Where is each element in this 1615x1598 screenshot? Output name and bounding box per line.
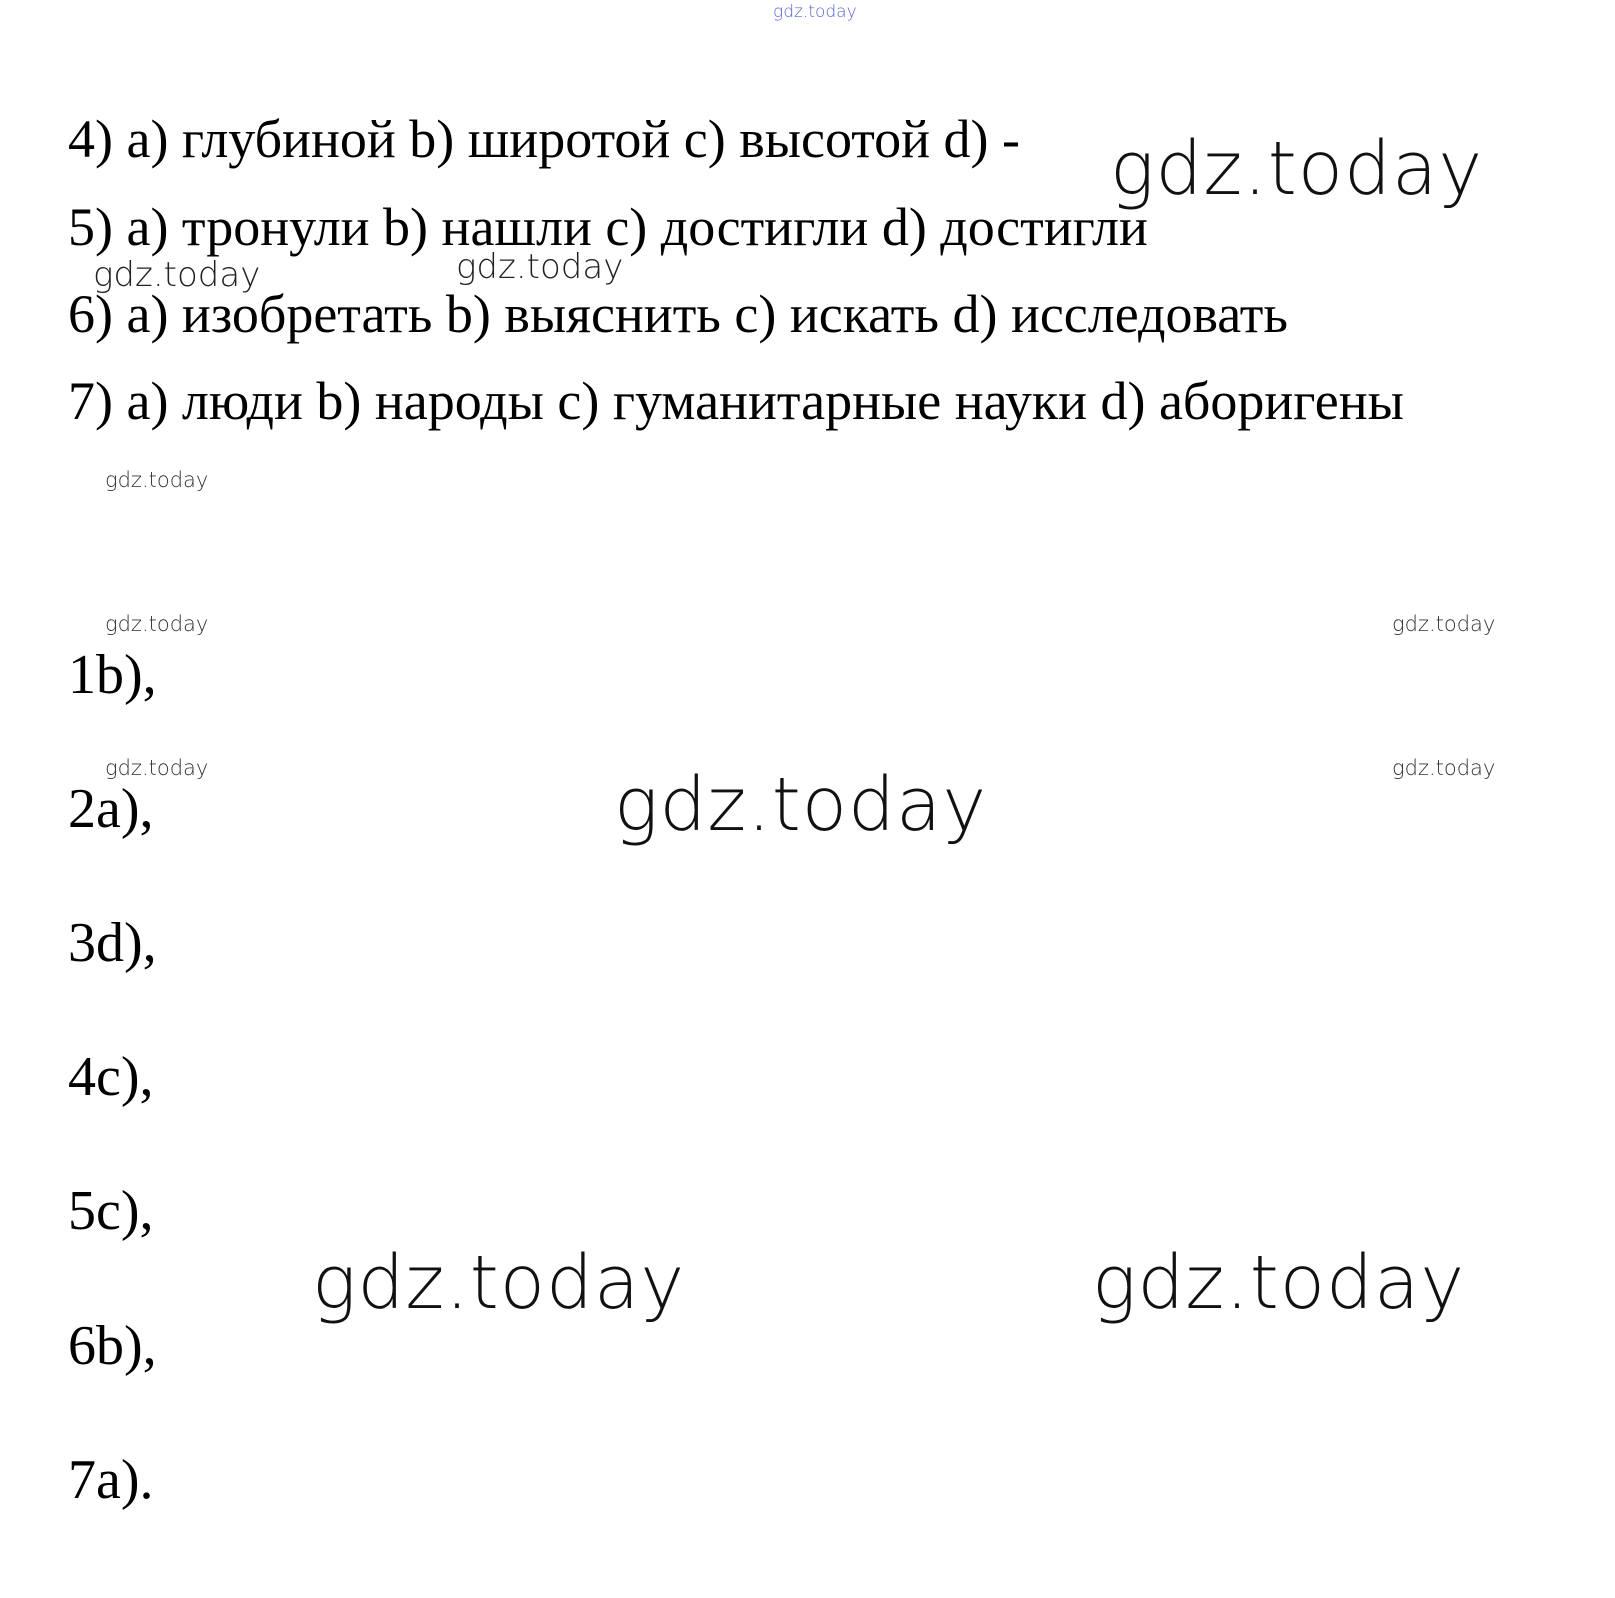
watermark-large-3: gdz.today xyxy=(312,1240,686,1326)
watermark-small-4: gdz.today xyxy=(105,756,209,780)
answer-6: 6b), xyxy=(68,1315,157,1377)
watermark-large-1: gdz.today xyxy=(1110,126,1484,212)
option-line-6: 6) a) изобретать b) выяснить c) искать d) исследовать xyxy=(68,284,1289,344)
option-line-5: 5) a) тронули b) нашли c) достигли d) достигли xyxy=(68,197,1148,257)
watermark-top: gdz.today xyxy=(773,2,857,22)
answer-7: 7a). xyxy=(68,1449,154,1511)
answer-1: 1b), xyxy=(68,644,157,706)
option-line-4: 4) a) глубиной b) широтой c) высотой d) - xyxy=(68,109,1021,169)
watermark-small-5: gdz.today xyxy=(1392,756,1496,780)
watermark-small-3: gdz.today xyxy=(1392,612,1496,636)
watermark-medium-2: gdz.today xyxy=(456,247,624,287)
option-line-7: 7) a) люди b) народы c) гуманитарные науки d) аборигены xyxy=(68,371,1404,431)
answer-4: 4c), xyxy=(68,1046,154,1108)
watermark-small-2: gdz.today xyxy=(105,612,209,636)
watermark-small-1: gdz.today xyxy=(105,468,209,492)
watermark-large-4: gdz.today xyxy=(1092,1240,1466,1326)
watermark-large-2: gdz.today xyxy=(614,762,988,848)
watermark-medium-1: gdz.today xyxy=(93,255,261,295)
answer-5: 5c), xyxy=(68,1180,154,1242)
answer-2: 2a), xyxy=(68,778,154,840)
answer-3: 3d), xyxy=(68,912,157,974)
